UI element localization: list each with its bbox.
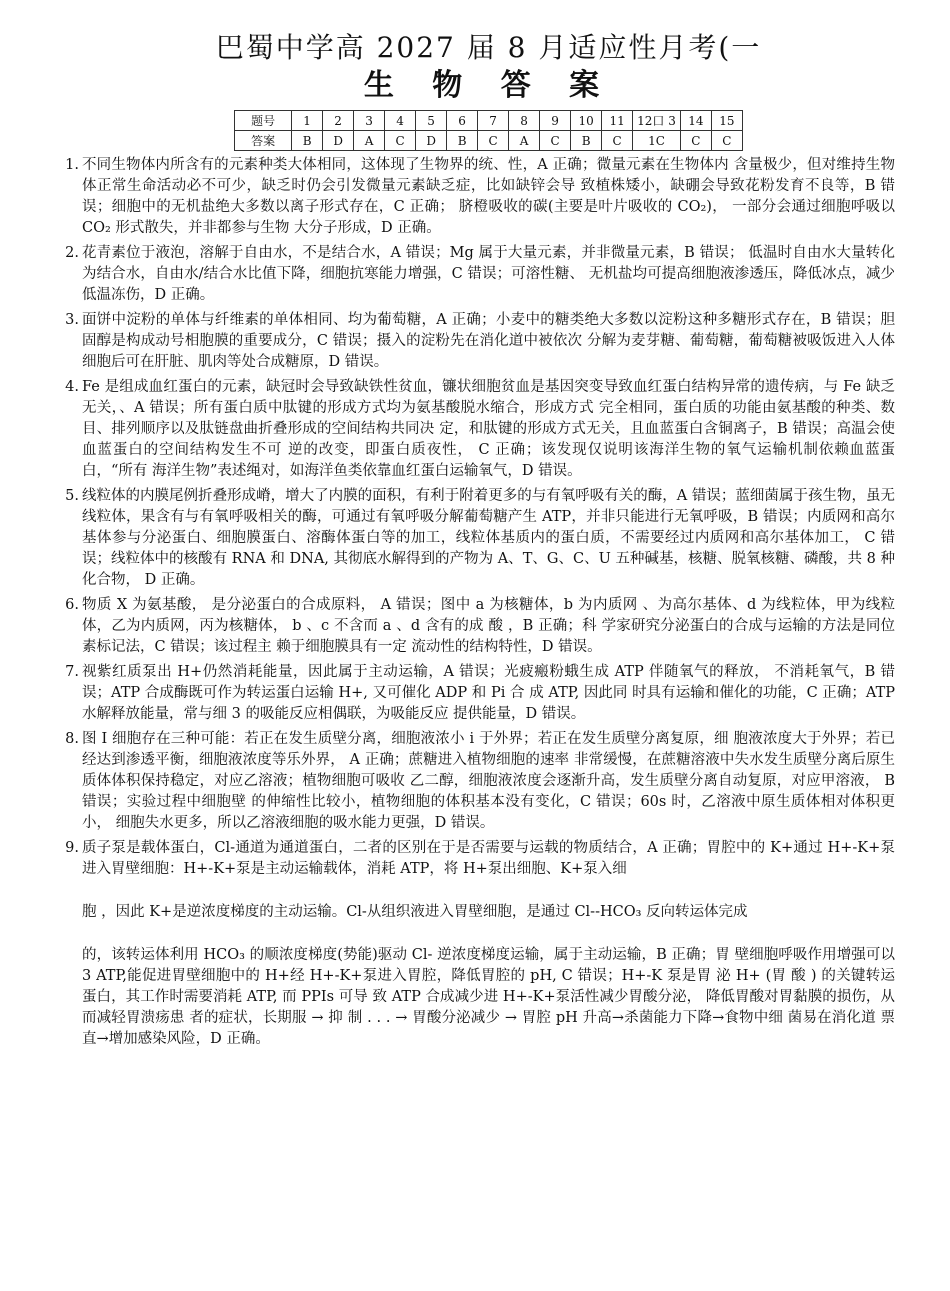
answer-cell: D <box>323 131 354 151</box>
explanation-text: 质子泵是载体蛋白，Cl-通道为通道蛋白，二者的区别在于是否需要与运载的物质结合，A 正确；胃腔中的 K+通过 H+-K+泵进入胃壁细胞：H+-K+泵是主动运输载体，消耗 ATP，将 H+泵出细胞、K+泵入细 <box>82 840 895 877</box>
question-number-cell: 7 <box>478 111 509 131</box>
explanation-item <box>65 729 895 834</box>
answer-cell: 1C <box>633 131 681 151</box>
explanation-text: 花青素位于液泡，溶解于自由水，不是结合水，A 错误；Mg 属于大量元素，并非微量元素，B 错误； 低温时自由水大量转化为结合水，自由水/结合水比值下降，细胞抗寒能力增强，C 错误；可溶性糖、 无机盐均可提高细胞液渗透压，降低冰点，减少低温冻伤，D 正确。 <box>82 245 895 303</box>
explanation-number: 9. <box>65 840 79 856</box>
question-number-cell: 9 <box>540 111 571 131</box>
explanation-text: Fe 是组成血红蛋白的元素，缺冠时会导致缺铁性贫血，镰状细胞贫血是基因突变导致血红蛋白结构异常的遗传病，与 Fe 缺乏无关，、A 错误；所有蛋白质中肽键的形成方式均为氨基酸脱水缩合，形成方式 完全相同，蛋白质的功能由氨基酸的种类、数目、排列顺序以及肽链盘曲折叠形成的空间结构共同决 定，和肽键的形成方式无关，且血蓝蛋白含铜离子，B 错误；高温会使血蓝蛋白的空间结构发生不可 逆的改变，即蛋白质夜性， C 正确；该发现仅说明该海洋生物的氧气运输机制依赖血蓝蛋白，“所有 海洋生物”表述绳对，如海洋鱼类依靠血红蛋白运输氧气，D 错误。 <box>82 379 895 479</box>
question-number-cell: 11 <box>602 111 633 131</box>
answer-cell: A <box>509 131 540 151</box>
question-number-cell: 3 <box>354 111 385 131</box>
explanation-number: 7. <box>65 664 79 680</box>
question-number-cell: 4 <box>385 111 416 131</box>
explanation-continuation <box>82 902 895 923</box>
answer-cell: B <box>447 131 478 151</box>
answer-cell: C <box>385 131 416 151</box>
explanation-number: 8. <box>65 731 79 747</box>
answer-row <box>235 131 743 151</box>
explanation-number: 2. <box>65 245 79 261</box>
explanation-number: 3. <box>65 312 79 328</box>
explanation-item <box>65 486 895 591</box>
exam-title: 巴蜀中学高 2027 届 8 月适应性月考(一 <box>215 31 762 64</box>
explanation-continuation <box>82 945 895 1050</box>
answer-cell: B <box>571 131 602 151</box>
question-number-cell: 15 <box>711 111 742 131</box>
explanation-number: 4. <box>65 379 79 395</box>
answer-cell: C <box>711 131 742 151</box>
explanation-item <box>65 662 895 725</box>
explanation-text: 图 I 细胞存在三种可能：若正在发生质壁分离，细胞液浓小 i 于外界；若正在发生质壁分离复原，细 胞液浓度大于外界；若已经达到渗透平衡，细胞液浓度等乐外界， A 正确；蔗糖进入植物细胞的速率 非常缓慢，在蔗糖溶液中失水发生质壁分离后原生质体体积保持稳定，对应乙溶液；植物细胞可吸收 乙二醇，细胞液浓度会逐渐升高，发生质壁分离自动复原，对应甲溶液， B 错误；实验过程中细胞壁 的伸缩性比较小，植物细胞的体积基本没有变化，C 错误；60s 时，乙溶液中原生质体相对体积更小， 细胞失水更多，所以乙溶液细胞的吸水能力更强，D 错误。 <box>82 731 895 831</box>
answer-cell: C <box>602 131 633 151</box>
question-number-cell: 6 <box>447 111 478 131</box>
spacer <box>82 884 895 902</box>
explanation-item <box>65 377 895 482</box>
spacer <box>82 927 895 945</box>
question-number-cell: 14 <box>680 111 711 131</box>
answer-cell: C <box>540 131 571 151</box>
explanation-text: 视紫红质泵出 H+仍然消耗能量，因此属于主动运输，A 错误；光疲瘢粉蛾生成 ATP 伴随氧气的释放， 不消耗氧气，B 错误；ATP 合成酶既可作为转运蛋白运输 H+, 又可催化 ADP 和 Pi 合 成 ATP, 因此同 时具有运输和催化的功能，C 正确；ATP 水解释放能量，常与细 3 的吸能反应相偶联，为吸能反应 提供能量，D 错误。 <box>82 664 895 722</box>
explanation-text: 不同生物体内所含有的元素种类大体相同，这体现了生物界的统、性，A 正确；微量元素在生物体内 含量极少，但对维持生物体正常生命活动必不可少，缺乏时仍会引发微量元素缺乏症，比如缺锌会导 致植株矮小，缺硼会导致花粉发育不良等，B 错误；细胞中的无机盐绝大多数以离子形式存在，C 正确； 脐橙吸收的碳(主要是叶片吸收的 CO₂)， 一部分会通过细胞呼吸以 CO₂ 形式散失，并非都参与生物 大分子形成，D 正确。 <box>82 157 895 236</box>
explanation-text: 线粒体的内膜尾例折叠形成嵴，增大了内膜的面积，有利于附着更多的与有氧呼吸有关的酶，A 错误；蓝细菌属于孩生物，虽无线粒体，果含有与有氧呼吸相关的酶，可通过有氧呼吸分解葡萄糖产生 ATP，并非只能进行无氧呼吸，B 错误；内质网和高尔基体参与分泌蛋白、细胞膜蛋白、溶酶体蛋白等的加工，线粒体基质内的蛋白质，不需要经过内质网和高尔基体加工， C 错误；线粒体中的核酸有 RNA 和 DNA, 其彻底水解得到的产物为 A、T、G、C、U 五种碱基，核糖、脱氧核糖、磷酸，共 8 种化合物， D 正确。 <box>82 488 895 588</box>
question-number-cell: 2 <box>323 111 354 131</box>
explanation-item <box>65 595 895 658</box>
answer-cell: D <box>416 131 447 151</box>
row-label: 题号 <box>235 111 292 131</box>
explanation-text: 面饼中淀粉的单体与纤维素的单体相同、均为葡萄糖，A 正确；小麦中的糖类绝大多数以淀粉这种多糖形式存在，B 错误；胆固醇是构成动号相胞膜的重要成分，C 错误；摄入的淀粉先在消化道中被依次 分解为麦芽糖、葡萄糖，葡萄糖被吸饭进入人体细胞后可在肝脏、肌肉等处合成糖原，D 错误。 <box>82 312 895 370</box>
question-number-cell: 12口 3 <box>633 111 681 131</box>
explanation-text: 物质 X 为氨基酸， 是分泌蛋白的合成原料， A 错误；图中 a 为核糖体，b 为内质网 、为高尔基体、d 为线粒体，甲为线粒体，乙为内质网，丙为核糖体， b 、c 不含而 a 、d 含有的成 酸 ，B 正确；科 学家研究分泌蛋白的合成与运输的方法是同位素标记法，C 错误；该过程主 赖于细胞膜具有一定 流动性的结构特性，D 错误。 <box>82 597 895 655</box>
answer-explanations <box>65 155 895 1050</box>
question-number-cell: 8 <box>509 111 540 131</box>
answer-cell: C <box>478 131 509 151</box>
explanation-item <box>65 155 895 239</box>
explanation-item <box>65 243 895 306</box>
question-number-cell: 1 <box>292 111 323 131</box>
explanation-number: 5. <box>65 488 79 504</box>
row-label: 答案 <box>235 131 292 151</box>
explanation-text: 胞 ，因此 K+是逆浓度梯度的主动运输。Cl-从组织液进入胃壁细胞，是通过 Cl--HCO₃ 反向转运体完成 <box>82 904 748 920</box>
explanation-text: 的，该转运体利用 HCO₃ 的顺浓度梯度(势能)驱动 Cl- 逆浓度梯度运输，属于主动运输，B 正确；胃 壁细胞呼吸作用增强可以 3 ATP,能促进胃壁细胞中的 H+经 H+-K+泵进入胃腔，降低胃腔的 pH, C 错误；H+-K 泵是胃 泌 H+ (胃 酸 ) 的关键转运蛋白，其工作时需要消耗 ATP, 而 PPIs 可导 致 ATP 合成减少进 H+-K+泵活性减少胃酸分泌， 降低胃酸对胃黏膜的损伤，从而减轻胃溃疡患 者的症状，长期服 → 抑 制 . . . → 胃酸分泌减少 → 胃腔 pH 升高→杀菌能力下降→食物中细 菌易在消化道 票直→增加感染风险，D 正确。 <box>82 947 895 1047</box>
answer-cell: A <box>354 131 385 151</box>
explanation-item <box>65 838 895 880</box>
answer-key-table <box>234 110 743 151</box>
explanation-number: 1. <box>65 157 79 173</box>
subject-title: 生 物 答 案 <box>363 68 614 103</box>
question-number-row <box>235 111 743 131</box>
answer-cell: B <box>292 131 323 151</box>
question-number-cell: 5 <box>416 111 447 131</box>
question-number-cell: 10 <box>571 111 602 131</box>
explanation-number: 6. <box>65 597 79 613</box>
answer-cell: C <box>680 131 711 151</box>
explanation-item <box>65 310 895 373</box>
